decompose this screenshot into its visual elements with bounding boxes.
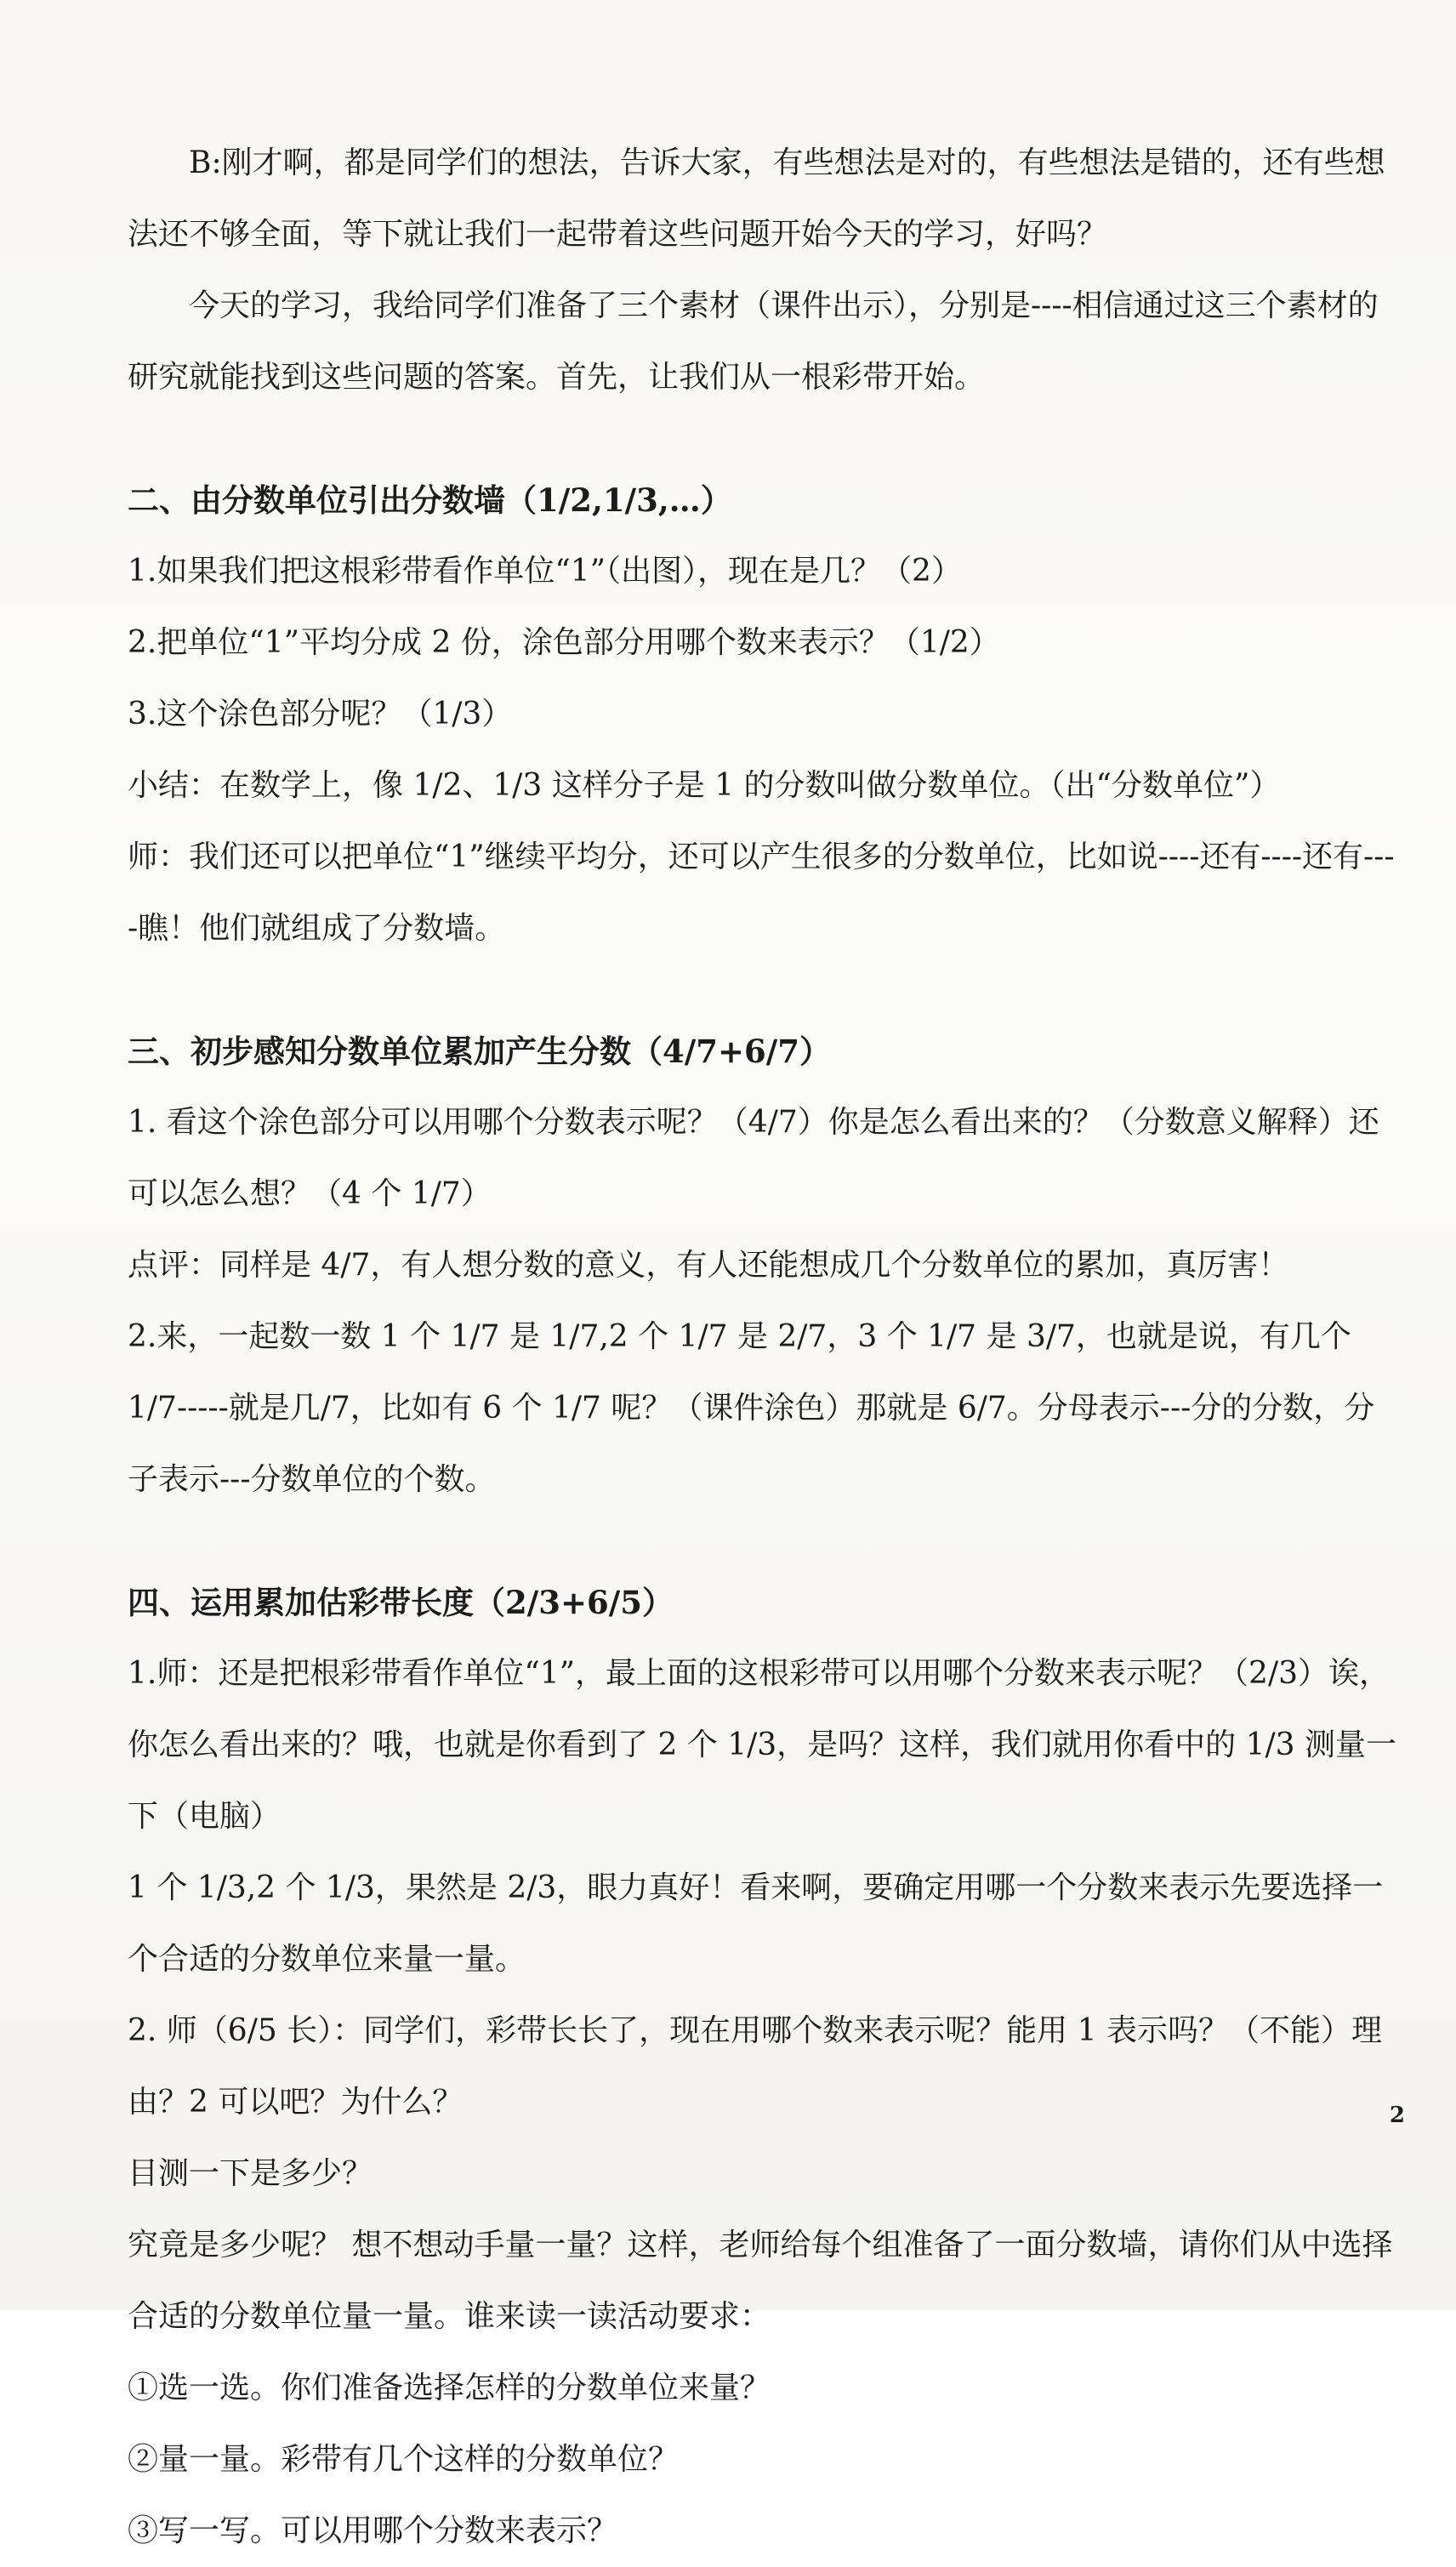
section-3-line-1: 1. 看这个涂色部分可以用哪个分数表示呢？（4/7）你是怎么看出来的？（分数意义解释）还可以怎么想？（4 个 1/7）: [128, 1105, 1379, 1211]
section-2-teacher: 师：我们还可以把单位“1”继续平均分，还可以产生很多的分数单位，比如说----还有----还有----瞧！他们就组成了分数墙。: [128, 840, 1395, 946]
section-2: [128, 464, 1403, 965]
section-4-line-3: 2. 师（6/5 长）：同学们，彩带长长了，现在用哪个数来表示呢？能用 1 表示吗？（不能）理由？2 可以吧？为什么？: [128, 2013, 1382, 2120]
section-2-title: 二、由分数单位引出分数墙（1/2,1/3,…）: [128, 481, 732, 519]
document-body: [128, 128, 1403, 2567]
section-3-title: 三、初步感知分数单位累加产生分数（4/7+6/7）: [128, 1033, 832, 1070]
section-3: [128, 1016, 1403, 1516]
section-2-line-1: 1.如果我们把这根彩带看作单位“1”（出图），现在是几？（2）: [128, 554, 962, 589]
section-4-line-5: 究竟是多少呢？ 想不想动手量一量？这样，老师给每个组准备了一面分数墙，请你们从中选择合适的分数单位量一量。谁来读一读活动要求：: [128, 2228, 1393, 2334]
intro-paragraph-1: B:刚才啊，都是同学们的想法，告诉大家，有些想法是对的，有些想法是错的，还有些想法还不够全面，等下就让我们一起带着这些问题开始今天的学习，好吗？: [128, 145, 1385, 252]
section-4-title: 四、运用累加估彩带长度（2/3+6/5）: [128, 1584, 674, 1621]
section-3-comment: 点评：同样是 4/7，有人想分数的意义，有人还能想成几个分数单位的累加，真厉害！: [128, 1248, 1289, 1283]
section-3-line-2: 2.来，一起数一数 1 个 1/7 是 1/7,2 个 1/7 是 2/7，3 个 1/7 是 3/7，也就是说，有几个 1/7-----就是几/7，比如有 6 个 1/7 呢？（课件涂色）那就是 6/7。分母表示---分的分数，分子表示---分数单位的个数。: [128, 1319, 1375, 1497]
section-2-line-2: 2.把单位“1”平均分成 2 份，涂色部分用哪个数来表示？（1/2）: [128, 625, 1000, 660]
section-2-summary: 小结：在数学上，像 1/2、1/3 这样分子是 1 的分数叫做分数单位。（出“分数单位”）: [128, 768, 1281, 803]
activity-step-3: ③写一写。可以用哪个分数来表示？: [128, 2513, 618, 2548]
activity-step-2: ②量一量。彩带有几个这样的分数单位？: [128, 2442, 680, 2477]
section-2-line-3: 3.这个涂色部分呢？（1/3）: [128, 697, 513, 731]
section-4-line-1: 1.师：还是把根彩带看作单位“1”，最上面的这根彩带可以用哪个分数来表示呢？（2/3）诶，你怎么看出来的？哦，也就是你看到了 2 个 1/3，是吗？这样，我们就用你看中的 1/3 测量一下（电脑）: [128, 1656, 1396, 1834]
section-4-line-4: 目测一下是多少？: [128, 2156, 373, 2191]
activity-step-1: ①选一选。你们准备选择怎样的分数单位来量？: [128, 2371, 771, 2405]
section-4: [128, 1567, 1403, 2567]
intro-paragraph-2: 今天的学习，我给同学们准备了三个素材（课件出示），分别是----相信通过这三个素材的研究就能找到这些问题的答案。首先，让我们从一根彩带开始。: [128, 288, 1379, 395]
page-number: 2: [1389, 2103, 1405, 2128]
section-4-line-2: 1 个 1/3,2 个 1/3，果然是 2/3，眼力真好！看来啊，要确定用哪一个分数来表示先要选择一个合适的分数单位来量一量。: [128, 1870, 1384, 1977]
